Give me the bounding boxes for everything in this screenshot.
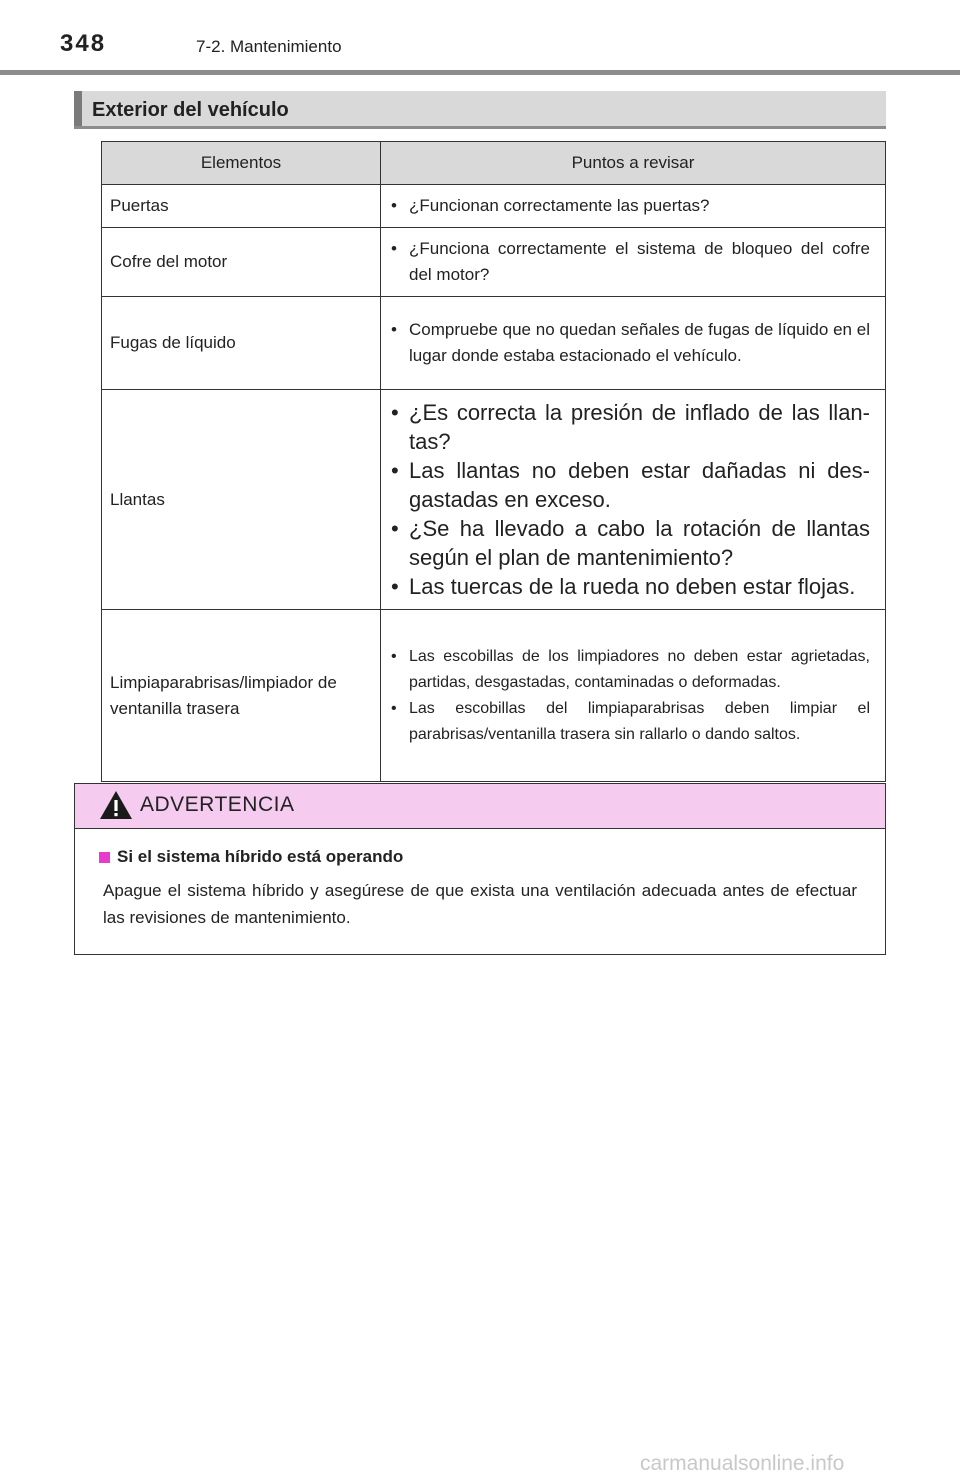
check-point: • Las escobillas del limpiaparabrisas deben limpiar el parabrisas/ventanilla trasera sin rallarlo o dando saltos. xyxy=(389,696,870,748)
page-header xyxy=(0,0,960,74)
check-point: • ¿Funciona correctamente el sistema de bloqueo del cofre del motor? xyxy=(389,236,870,288)
section-path: 7-2. Mantenimiento xyxy=(196,37,342,56)
square-bullet-icon xyxy=(99,852,110,863)
row-points xyxy=(381,390,886,610)
row-points xyxy=(381,185,886,228)
row-element: Limpiaparabrisas/limpiador de ventanilla trasera xyxy=(102,610,381,782)
row-points xyxy=(381,610,886,782)
check-point: • Compruebe que no quedan señales de fugas de líquido en el lugar donde estaba estacionado el vehículo. xyxy=(389,317,870,369)
warning-triangle-icon xyxy=(99,789,133,821)
check-point: • ¿Funcionan correctamente las puertas? xyxy=(389,193,870,219)
warning-label: ADVERTENCIA xyxy=(140,793,295,816)
check-point: • ¿Se ha llevado a cabo la rotación de llantas según el plan de mantenimiento? xyxy=(389,514,870,572)
warning-body xyxy=(75,829,885,931)
row-points xyxy=(381,297,886,390)
section-title-bar xyxy=(74,91,886,129)
header-rule xyxy=(0,70,960,75)
table-row xyxy=(102,297,886,390)
table-row xyxy=(102,185,886,228)
column-header-points: Puntos a revisar xyxy=(381,142,886,185)
section-title-accent xyxy=(74,91,82,126)
row-element: Cofre del motor xyxy=(102,228,381,297)
row-element: Puertas xyxy=(102,185,381,228)
column-header-elements: Elementos xyxy=(102,142,381,185)
warning-subtitle-text: Si el sistema híbrido está operando xyxy=(117,847,404,866)
inspection-table xyxy=(101,141,886,782)
table-header-row xyxy=(102,142,886,185)
check-point: • Las tuercas de la rueda no deben estar flojas. xyxy=(389,572,870,601)
row-element: Fugas de líquido xyxy=(102,297,381,390)
warning-text: Apague el sistema híbrido y asegúrese de que exista una ventilación adecuada antes de efectuar las revisiones de mantenimiento. xyxy=(103,881,857,927)
watermark: carmanualsonline.info xyxy=(640,1452,845,1475)
table-row xyxy=(102,228,886,297)
row-points xyxy=(381,228,886,297)
warning-header xyxy=(75,784,885,829)
table-row xyxy=(102,390,886,610)
table-row xyxy=(102,610,886,782)
section-title: Exterior del vehículo xyxy=(92,99,289,121)
page-number: 348 xyxy=(60,30,107,57)
check-point: • Las llantas no deben estar dañadas ni des- gastadas en exceso. xyxy=(389,456,870,514)
warning-subtitle xyxy=(99,847,857,867)
check-point: • Las escobillas de los limpiadores no deben estar agrietadas, partidas, desgastadas, contaminadas o deformadas. xyxy=(389,644,870,696)
row-element: Llantas xyxy=(102,390,381,610)
warning-box xyxy=(74,783,886,955)
check-point: • ¿Es correcta la presión de inflado de las llan- tas? xyxy=(389,398,870,456)
